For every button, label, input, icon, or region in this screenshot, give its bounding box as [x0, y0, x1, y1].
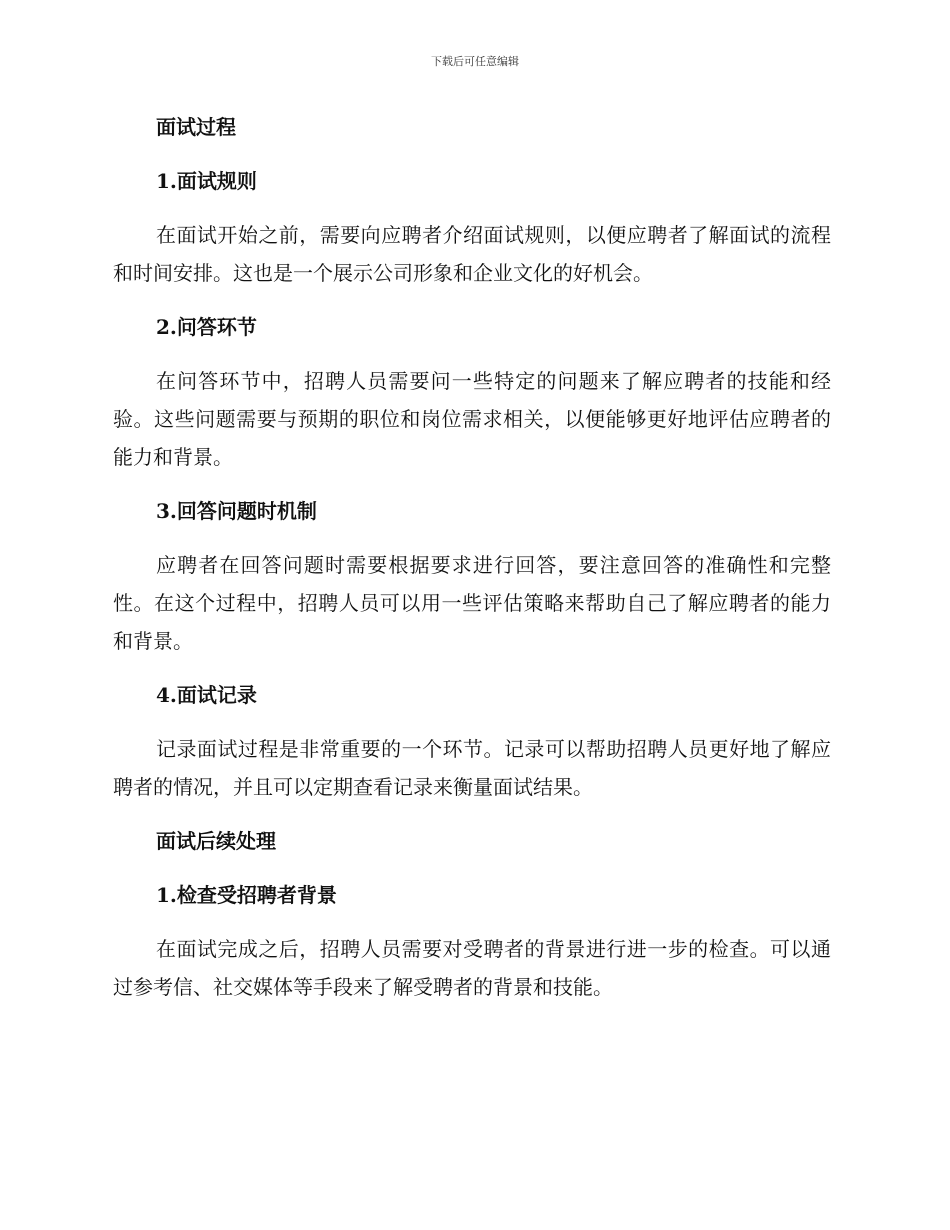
subsection-title-background-check: 1.检查受招聘者背景 [156, 883, 337, 907]
paragraph-qa-session: 在问答环节中，招聘人员需要问一些特定的问题来了解应聘者的技能和经验。这些问题需要与预期的职位和岗位需求相关，以便能够更好地评估应聘者的能力和背景。 [113, 369, 831, 469]
document-body [113, 108, 831, 1022]
page-header: 下载后可任意编辑 [431, 55, 519, 68]
paragraph-answer-mechanism: 应聘者在回答问题时需要根据要求进行回答，要注意回答的准确性和完整性。在这个过程中，招聘人员可以用一些评估策略来帮助自己了解应聘者的能力和背景。 [113, 553, 831, 653]
subsection-title-qa-session: 2.问答环节 [156, 315, 257, 339]
subsection-title-answer-mechanism: 3.回答问题时机制 [156, 499, 317, 523]
paragraph-background-check: 在面试完成之后，招聘人员需要对受聘者的背景进行进一步的检查。可以通过参考信、社交媒体等手段来了解受聘者的背景和技能。 [113, 937, 831, 999]
subsection-title-interview-record: 4.面试记录 [156, 683, 257, 707]
subsection-title-interview-rules: 1.面试规则 [156, 169, 257, 193]
section-title-interview-process: 面试过程 [156, 115, 236, 139]
paragraph-interview-rules: 在面试开始之前，需要向应聘者介绍面试规则，以便应聘者了解面试的流程和时间安排。这也是一个展示公司形象和企业文化的好机会。 [113, 223, 831, 285]
section-title-followup: 面试后续处理 [156, 829, 276, 853]
paragraph-interview-record: 记录面试过程是非常重要的一个环节。记录可以帮助招聘人员更好地了解应聘者的情况，并且可以定期查看记录来衡量面试结果。 [113, 737, 831, 799]
